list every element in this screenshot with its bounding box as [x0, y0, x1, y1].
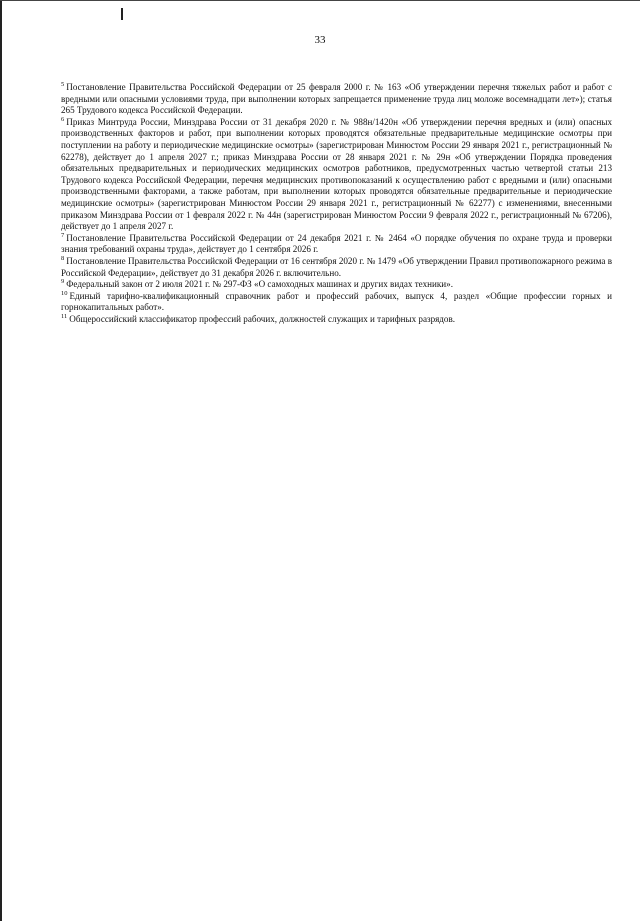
footnote-text: Единый тарифно-квалификационный справочник работ и профессий рабочих, выпуск 4, раздел «Общие профессии горных и горнокапитальных работ». — [61, 290, 612, 313]
footnote-number: 9 — [61, 278, 65, 286]
footnote-number: 6 — [61, 115, 65, 123]
footnote — [61, 82, 612, 117]
footnote-number: 5 — [61, 80, 65, 88]
footnote-text: Постановление Правительства Российской Федерации от 24 декабря 2021 г. № 2464 «О порядке обучения по охране труда и проверки знания требований охраны труда», действует до 1 сентября 2026 г. — [61, 232, 612, 255]
footnote — [61, 233, 612, 256]
scan-edge-left — [0, 0, 2, 921]
footnote-text: Постановление Правительства Российской Федерации от 16 сентября 2020 г. № 1479 «Об утверждении Правил противопожарного режима в Российской Федерации», действует до 31 декабря 2026 г. включительно. — [61, 255, 612, 278]
footnote — [61, 291, 612, 314]
footnote-number: 10 — [61, 289, 68, 297]
footnote-number: 7 — [61, 231, 65, 239]
footnote — [61, 279, 612, 291]
footnote-text: Приказ Минтруда России, Минздрава России от 31 декабря 2020 г. № 988н/1420н «Об утверждении перечня вредных и (или) опасных производственных факторов и работ, при выполнении которых проводятся обязательные предварительные медицинские осмотры при поступлении на работу и периодические медицинские осмотры» (зарегистрирован Минюстом России 29 января 2021 г., регистрационный № 62278), действует до 1 апреля 2027 г.; приказ Минздрава России от 28 января 2021 г. № 29н «Об утверждении Порядка проведения обязательных предварительных и периодических медицинских осмотров работников, предусмотренных частью четвертой статьи 213 Трудового кодекса Российской Федерации, перечня медицинских противопоказаний к осуществлению работ с вредными и (или) опасными производственными факторами, а также работам, при выполнении которых проводятся обязательные предварительные и периодические медицинские осмотры» (зарегистрирован Минюстом России 29 января 2021 г., регистрационный № 62277) с изменениями, внесенными приказом Минздрава России от 1 февраля 2022 г. № 44н (зарегистрирован Минюстом России 9 февраля 2022 г., регистрационный № 67206), действует до 1 апреля 2027 г. — [61, 116, 612, 232]
scan-mark — [121, 8, 123, 20]
footnote-text: Общероссийский классификатор профессий рабочих, должностей служащих и тарифных разрядов. — [69, 313, 456, 324]
page-number: 33 — [314, 34, 326, 46]
footnote — [61, 314, 612, 326]
footnote-number: 11 — [61, 312, 68, 320]
scan-edge-top — [0, 0, 640, 1]
footnote-number: 8 — [61, 254, 65, 262]
footnotes-section — [61, 82, 612, 325]
footnote-text: Федеральный закон от 2 июля 2021 г. № 297-ФЗ «О самоходных машинах и других видах техники». — [66, 279, 453, 290]
footnote-text: Постановление Правительства Российской Федерации от 25 февраля 2000 г. № 163 «Об утверждении перечня тяжелых работ и работ с вредными или опасными условиями труда, при выполнении которых запрещается применение труда лиц моложе восемнадцати лет»); статья 265 Трудового кодекса Российской Федерации. — [61, 82, 612, 116]
footnote — [61, 117, 612, 233]
footnote — [61, 256, 612, 279]
